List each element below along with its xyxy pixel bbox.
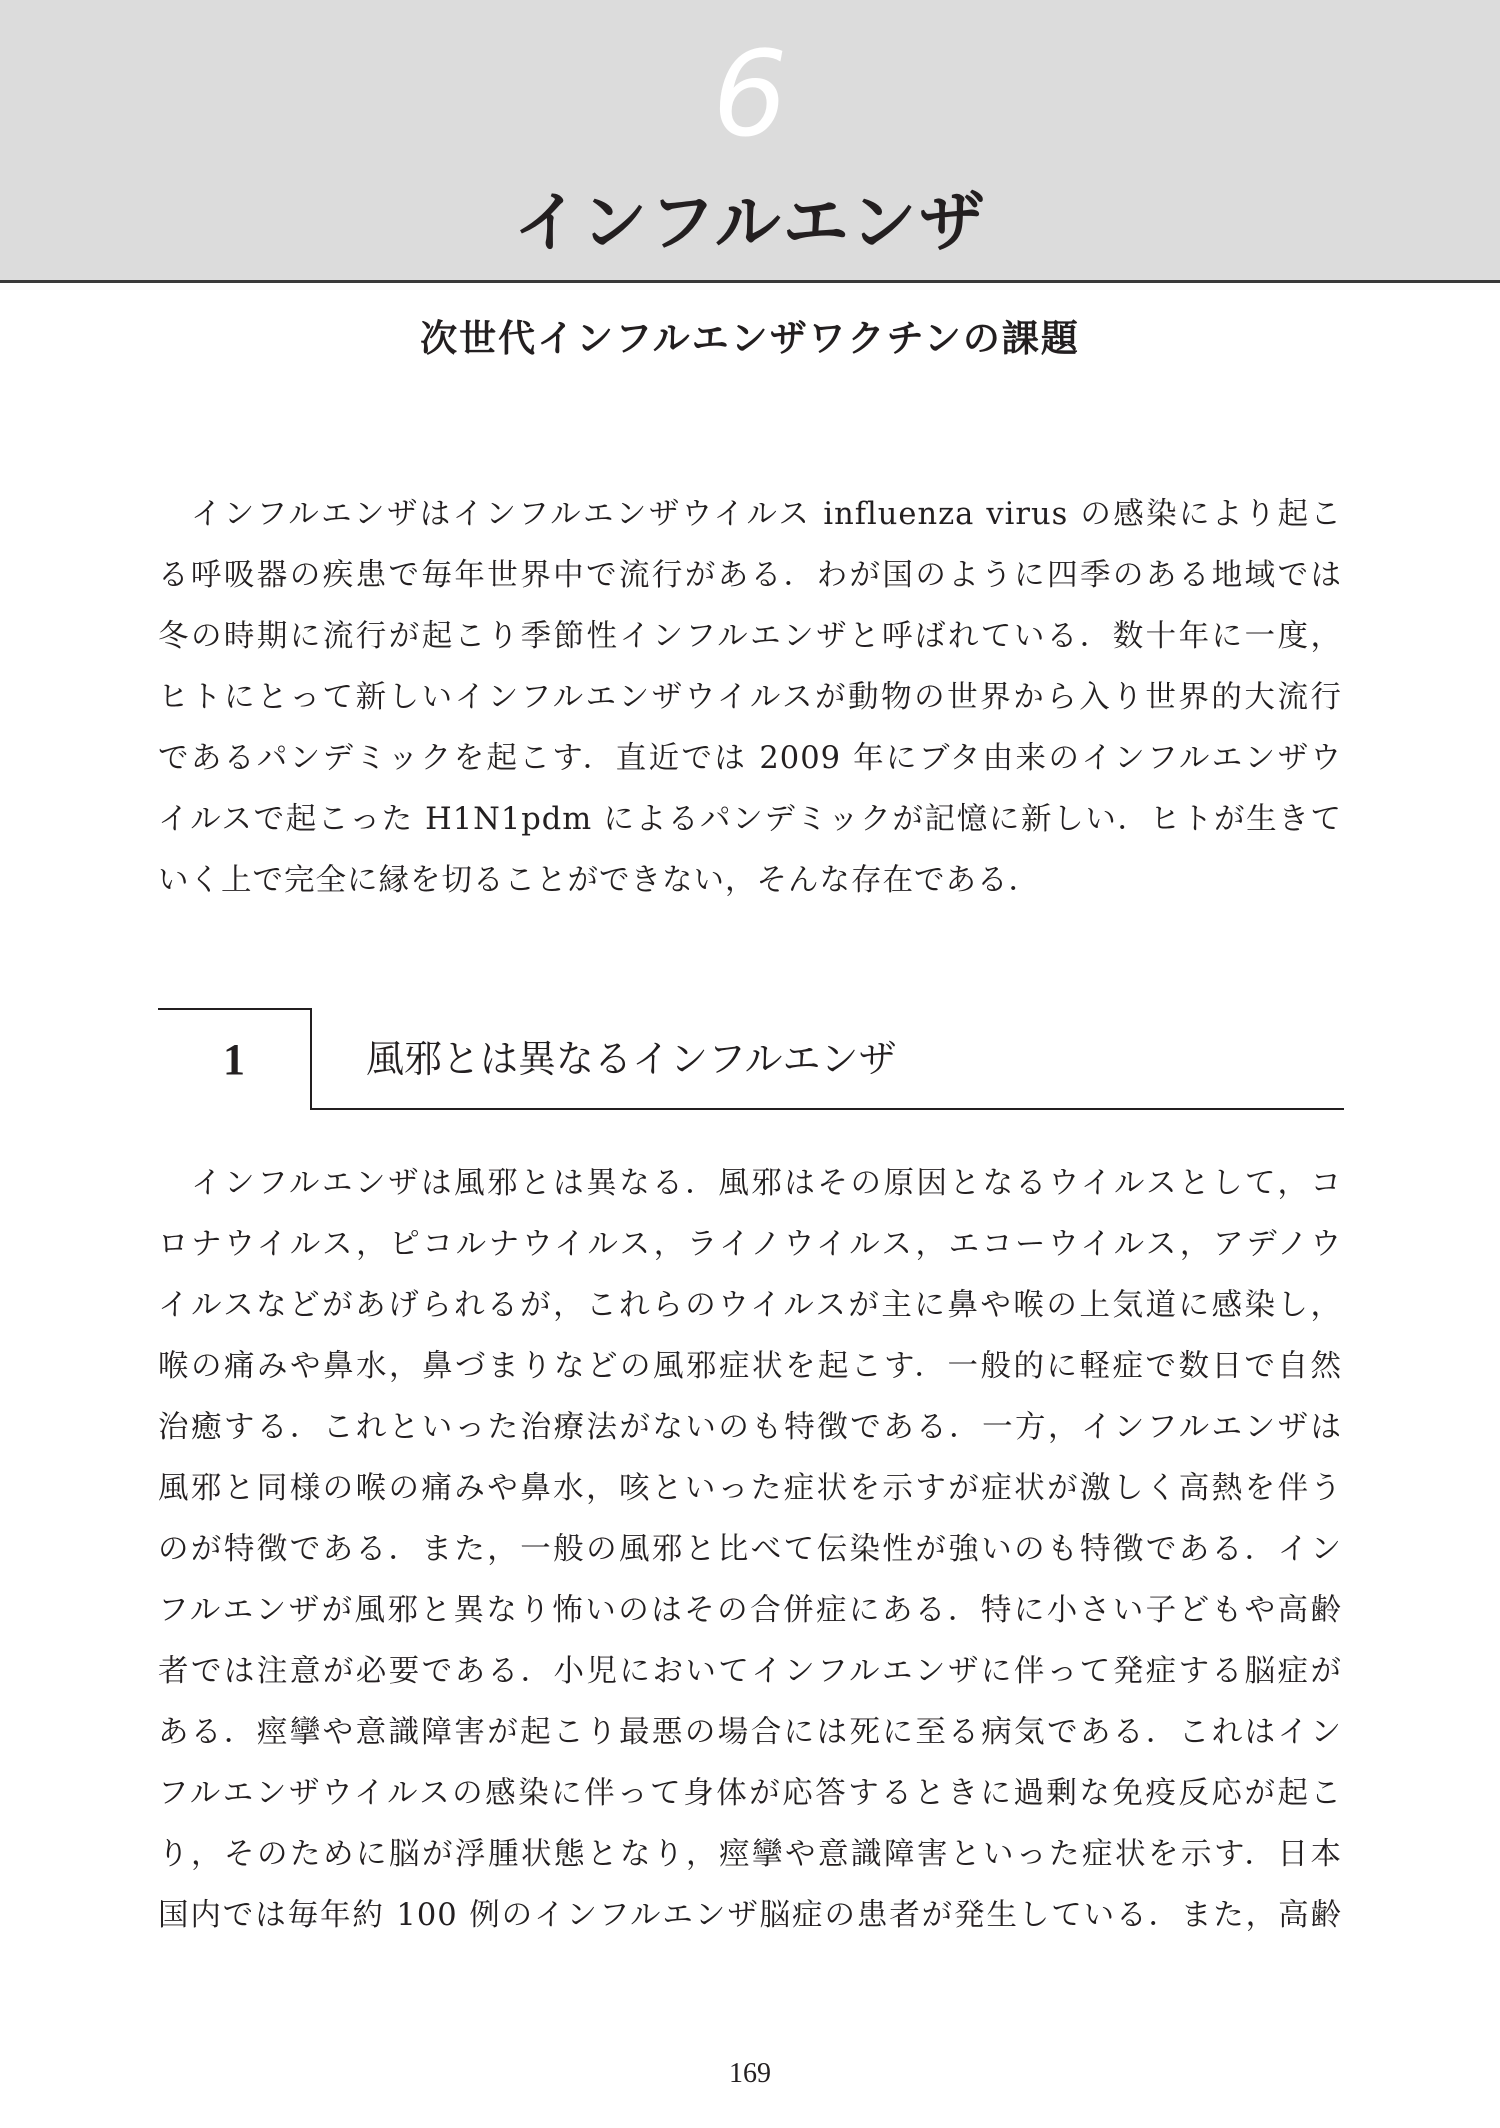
text-line: フルエンザが風邪と異なり怖いのはその合併症にある．特に小さい子どもや高齢 [158,1593,1342,1628]
section-rule [310,1108,1344,1110]
text-line: イルスなどがあげられるが，これらのウイルスが主に鼻や喉の上気道に感染し， [158,1288,1342,1323]
text-line: 冬の時期に流行が起こり季節性インフルエンザと呼ばれている．数十年に一度， [158,619,1342,654]
text-line: 者では注意が必要である．小児においてインフルエンザに伴って発症する脳症が [158,1654,1342,1689]
text-line: 喉の痛みや鼻水，鼻づまりなどの風邪症状を起こす．一般的に軽症で数日で自然 [158,1349,1342,1384]
section-number: 1 [223,1035,245,1084]
intro-paragraph [158,484,1342,911]
section-paragraph [158,1153,1342,1946]
chapter-title: インフルエンザ [513,184,987,261]
text-line: ロナウイルス，ピコルナウイルス，ライノウイルス，エコーウイルス，アデノウ [158,1227,1342,1262]
chapter-subtitle: 次世代インフルエンザワクチンの課題 [420,316,1080,360]
section-heading [158,1008,1342,1112]
text-line: り，そのために脳が浮腫状態となり，痙攣や意識障害といった症状を示す．日本 [158,1837,1342,1872]
text-line: 治癒する．これといった治療法がないのも特徴である．一方，インフルエンザは [158,1410,1342,1445]
text-line: る呼吸器の疾患で毎年世界中で流行がある．わが国のように四季のある地域では [158,558,1342,593]
chapter-header-band [0,0,1500,283]
text-line: 国内では毎年約 100 例のインフルエンザ脳症の患者が発生している．また，高齢 [158,1898,1342,1933]
text-line: インフルエンザは風邪とは異なる．風邪はその原因となるウイルスとして，コ [158,1166,1342,1201]
text-line: インフルエンザはインフルエンザウイルス influenza virus の感染により起こ [158,497,1342,532]
text-line: フルエンザウイルスの感染に伴って身体が応答するときに過剰な免疫反応が起こ [158,1776,1342,1811]
chapter-number: 6 [712,25,788,163]
text-line: 風邪と同様の喉の痛みや鼻水，咳といった症状を示すが症状が激しく高熱を伴う [158,1471,1342,1506]
text-line: ヒトにとって新しいインフルエンザウイルスが動物の世界から入り世界的大流行 [158,680,1342,715]
section-title: 風邪とは異なるインフルエンザ [366,1037,897,1081]
text-line: のが特徴である．また，一般の風邪と比べて伝染性が強いのも特徴である．イン [158,1532,1342,1567]
text-line: であるパンデミックを起こす．直近では 2009 年にブタ由来のインフルエンザウ [158,741,1342,776]
page-number: 169 [729,2058,771,2089]
text-line: いく上で完全に縁を切ることができない，そんな存在である． [158,863,1040,898]
section-number-box [158,1008,312,1110]
text-line: ある．痙攣や意識障害が起こり最悪の場合には死に至る病気である．これはイン [158,1715,1342,1750]
text-line: イルスで起こった H1N1pdm によるパンデミックが記憶に新しい．ヒトが生きて [158,802,1342,837]
